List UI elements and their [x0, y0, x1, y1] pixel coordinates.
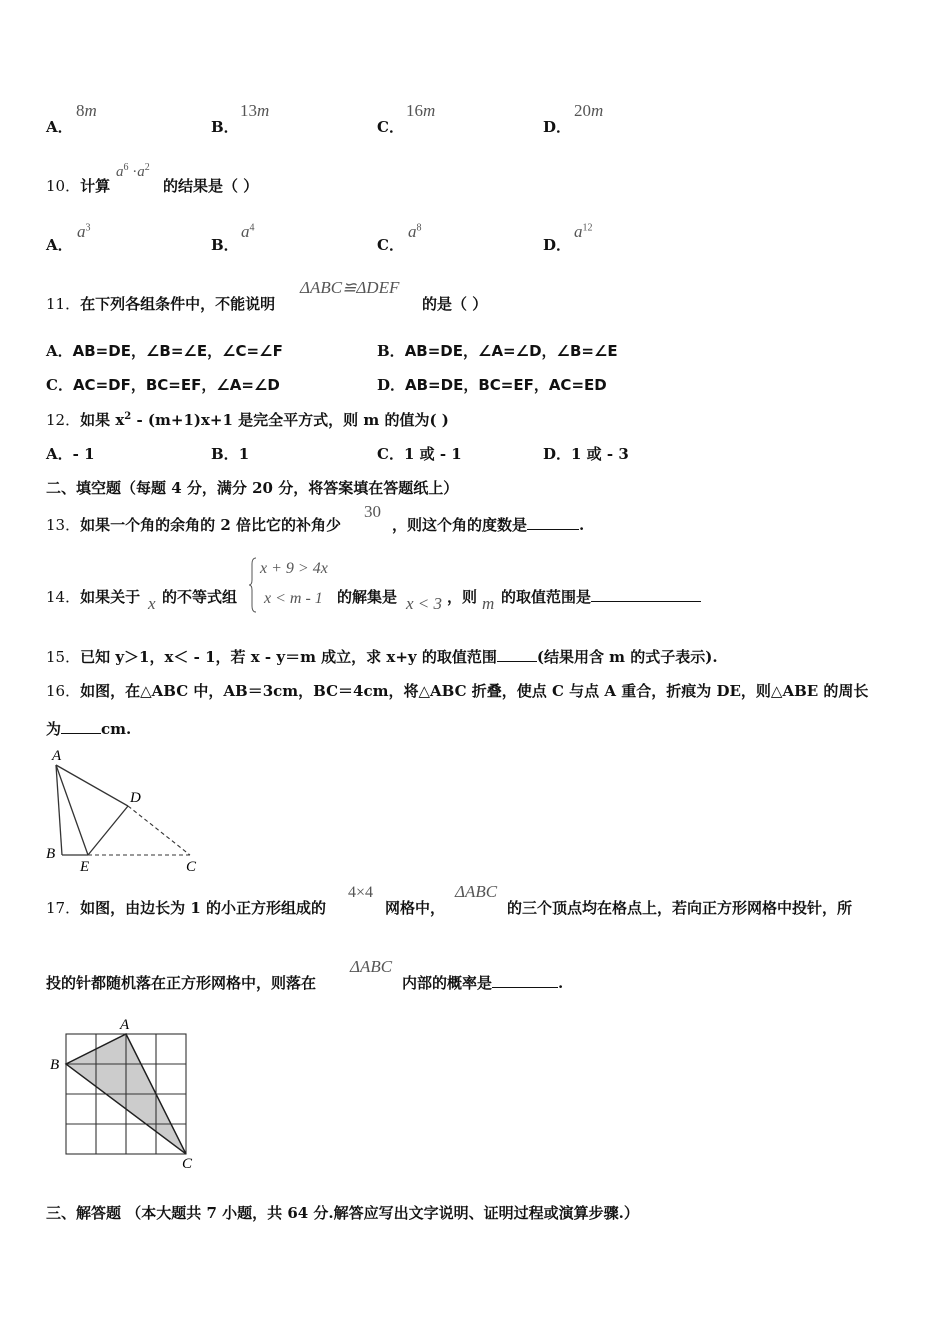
q10-stem: 10．计算: [46, 177, 111, 195]
q12-stem: 12．如果 $x^2 - (m+1)x+1$ 是完全平方式，则 m 的值为( ): [46, 411, 449, 429]
q14-mid1: 的不等式组: [162, 588, 238, 606]
q9-option-d-value: 20m: [574, 101, 604, 120]
q11-option-d: D．AB=DE，BC=EF，AC=ED: [377, 376, 607, 394]
q17-grid-expression: 4×4: [348, 884, 374, 901]
q15-answer-blank[interactable]: [497, 649, 537, 662]
q17-figure: [44, 1012, 204, 1172]
q9-option-c-value: 16m: [406, 101, 436, 120]
q9-option-c: C．: [377, 118, 404, 136]
q14-var-m: m: [482, 594, 495, 613]
q9-option-a: A．: [46, 118, 73, 136]
q13-expression: 30: [364, 502, 381, 521]
q11-option-a: A．AB=DE，∠B=∠E，∠C=∠F: [46, 342, 283, 360]
q12-option-b: B．1: [211, 445, 250, 463]
q14-mid2: 的解集是: [337, 588, 398, 606]
q16-label-b: B: [46, 846, 56, 862]
q14-stem: 14．如果关于: [46, 588, 141, 606]
q16-segment-dc: [128, 806, 190, 855]
q9-option-d: D．: [543, 118, 572, 136]
q13-answer-blank[interactable]: [527, 517, 579, 530]
q17-label-a: A: [120, 1017, 130, 1033]
q10-option-c: C．: [377, 236, 404, 254]
q13-stem: 13．如果一个角的余角的 2 倍比它的补角少: [46, 516, 341, 534]
section-2-title: 二、填空题（每题 4 分，满分 20 分，将答案填在答题纸上）: [46, 479, 459, 497]
q9-option-b: B．: [211, 118, 239, 136]
q17-line2-suffix: 内部的概率是 .: [402, 974, 564, 992]
q17-triangle-expression: ΔABC: [455, 882, 498, 901]
q9-option-a-value: 8m: [76, 101, 97, 120]
q17-mid1: 网格中，: [385, 899, 446, 917]
q14-suffix: 的取值范围是: [501, 586, 701, 607]
q12-option-a: A．- 1: [46, 445, 95, 463]
q16-answer-blank[interactable]: [61, 721, 101, 734]
q16-label-c: C: [186, 859, 197, 875]
q13-suffix: ，则这个角的度数是 .: [392, 516, 585, 534]
q11-option-c: C．AC=DF，BC=EF，∠A=∠D: [46, 376, 280, 394]
q14-answer-blank[interactable]: [591, 589, 701, 602]
q16-stem-line-2: 为 cm.: [46, 720, 132, 738]
q14-system-brace: [248, 556, 258, 614]
q14-solution: x < 3: [406, 594, 443, 613]
q14-mid3: ，则: [447, 588, 478, 606]
q15-stem: 15．已知 y＞1，x＜ - 1，若 x - y＝m 成立，求 x+y 的取值范围 (结果用含 m 的式子表示).: [46, 648, 718, 666]
q10-expression: $a^6 \cdot a^2$: [116, 162, 150, 180]
q17-label-b: B: [50, 1057, 60, 1073]
q16-label-e: E: [80, 859, 90, 875]
q11-stem: 11．在下列各组条件中，不能说明: [46, 295, 276, 313]
q10-suffix: 的结果是（ ）: [163, 177, 259, 195]
q16-label-d: D: [130, 790, 141, 806]
q10-option-c-value: $a^8$: [408, 222, 422, 241]
q16-segment-ad: [56, 765, 128, 806]
q10-option-d-value: $a^{12}$: [574, 222, 593, 241]
q16-stem-line-1: 16．如图，在△ABC 中，AB＝3cm，BC＝4cm，将△ABC 折叠，使点 C 与点 A 重合，折痕为 DE，则△ABE 的周长: [46, 682, 869, 700]
q16-label-a: A: [52, 748, 62, 764]
q10-option-b-value: $a^4$: [241, 222, 255, 241]
q14-var-x: x: [148, 594, 156, 613]
section-3-title: 三、解答题 （本大题共 7 小题，共 64 分.解答应写出文字说明、证明过程或演算步骤.）: [46, 1204, 639, 1222]
q17-label-c: C: [182, 1156, 193, 1172]
q11-expression: ΔABC≌ΔDEF: [300, 278, 400, 297]
q14-system-line-1: x + 9 > 4x: [260, 560, 328, 577]
q17-stem-line-1: 17．如图，由边长为 1 的小正方形组成的: [46, 899, 326, 917]
q17-answer-blank[interactable]: [492, 975, 558, 988]
q12-option-c: C．1 或 - 1: [377, 445, 462, 463]
q10-option-a-value: $a^3$: [77, 222, 91, 241]
q12-option-d: D．1 或 - 3: [543, 445, 629, 463]
q17-line2-expression: ΔABC: [350, 957, 393, 976]
q11-suffix: 的是（ ）: [422, 295, 488, 313]
q16-segment-de: [88, 806, 128, 855]
q10-option-d: D．: [543, 236, 572, 254]
q10-option-a: A．: [46, 236, 73, 254]
q17-mid2: 的三个顶点均在格点上，若向正方形网格中投针，所: [507, 899, 853, 917]
q14-system-line-2: x < m - 1: [264, 590, 323, 607]
q11-option-b: B．AB=DE，∠A=∠D，∠B=∠E: [377, 342, 618, 360]
q10-option-b: B．: [211, 236, 239, 254]
q17-stem-line-2: 投的针都随机落在正方形网格中，则落在: [46, 974, 317, 992]
q9-option-b-value: 13m: [240, 101, 270, 120]
q16-figure: [40, 740, 210, 880]
